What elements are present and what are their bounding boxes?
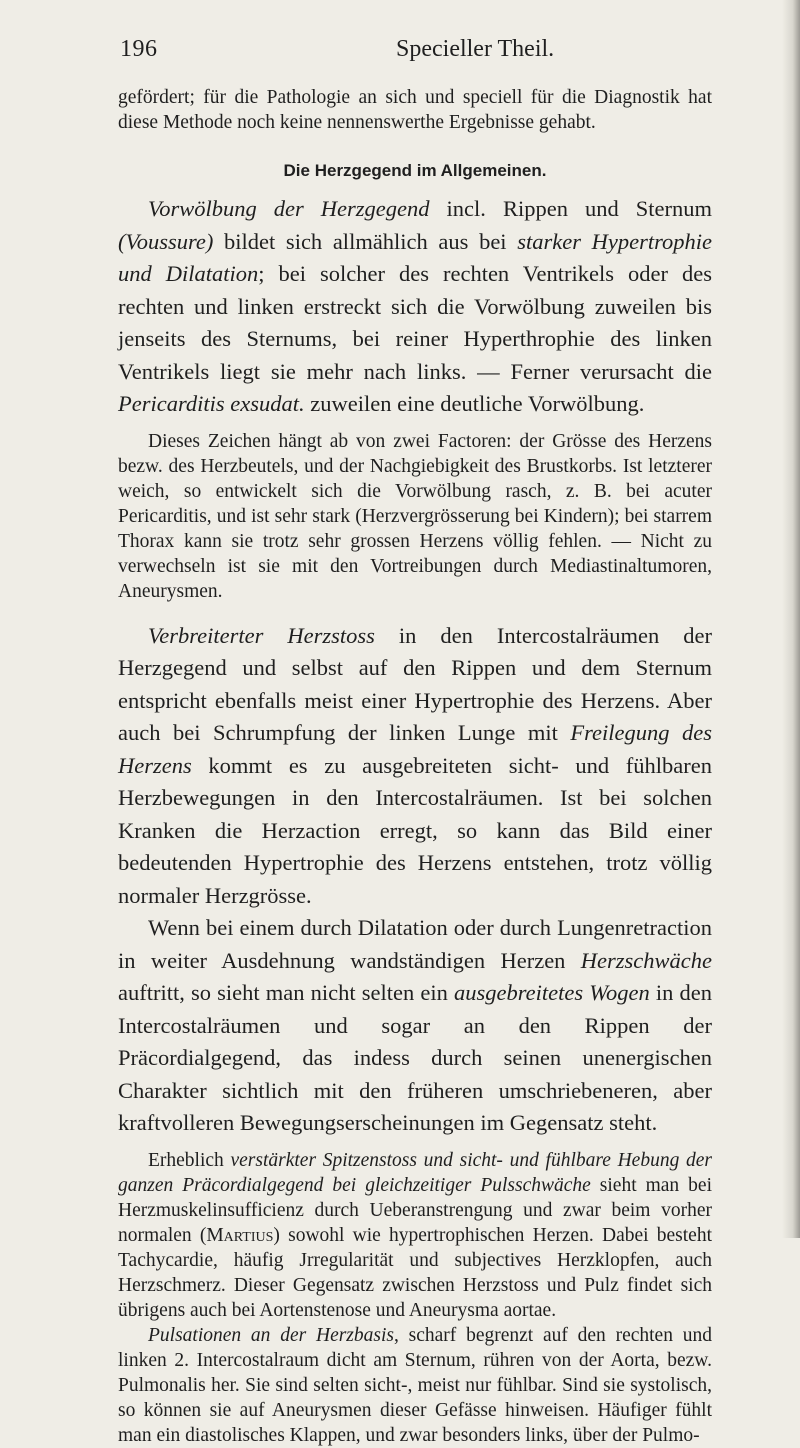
text-run: in den Intercostalräumen und sogar an den Rippen der Präcordialgegend, das indess durch seinen unenergischen Charakter sichtlich mit den früheren umschriebeneren, aber kraftvolleren Bewegungserscheinungen im Gegensatz steht. — [118, 980, 712, 1135]
emphasis: Pulsationen an der Herzbasis — [148, 1324, 394, 1346]
emphasis: ausgebreitetes Wogen — [454, 980, 650, 1005]
paragraph-continuation: gefördert; für die Pathologie an sich und speciell für die Diagnostik hat diese Methode noch keine nennenswerthe Ergebnisse gehabt. — [118, 87, 712, 133]
text-run: bildet sich allmählich aus bei — [213, 228, 518, 254]
paragraph-herzbasis — [118, 1323, 712, 1448]
text-run: auftritt, so sieht man nicht selten ein — [118, 980, 455, 1005]
emphasis: Vorwölbung der Herzgegend — [148, 196, 430, 221]
section-heading: Die Herzgegend im Allgemeinen. — [283, 161, 547, 180]
running-head: Specieller Theil. — [396, 36, 555, 62]
emphasis: Freilegung des Herzens — [118, 720, 712, 778]
text-run: ; bei solcher des rechten Ventrikels oder des rechten und linken erstreckt sich die Vorwölbung zuweilen bis jenseits des Sternums, bei reiner Hyperthrophie des linken Ventrikels liegt sie mehr nach links. — Ferner verursacht die — [118, 261, 712, 384]
text-run: , scharf begrenzt auf den rechten und linken 2. Intercostalraum dicht am Sternum, rühren von der Aorta, bezw. Pulmonalis her. Sie sind selten sicht-, meist nur fühlbar. Sind sie systolisch, so können sie auf Aneurysmen dieser Gefässe hinweisen. Häufiger fühlt man ein diastolisches Klappen, und zwar besonders links, über der Pulmo- — [118, 1324, 712, 1446]
paragraph-herzstoss — [118, 620, 712, 913]
emphasis: Pericarditis exsudat. — [118, 391, 305, 416]
emphasis: Verbreiterter Herzstoss — [148, 622, 375, 648]
text-run: Erheblich — [148, 1149, 231, 1171]
page-edge-shadow — [782, 0, 800, 1238]
page-body — [118, 85, 712, 1448]
paragraph-factoren: Dieses Zeichen hängt ab von zwei Factoren: der Grösse des Herzens bezw. des Herzbeutels, und der Nachgiebigkeit des Brustkorbs. Ist letzterer weich, so entwickelt sich die Vorwölbung rasch, z. B. bei acuter Pericarditis, und ist sehr stark (Herzvergrösserung bei Kindern); bei starrem Thorax kann sie trotz sehr grossen Herzens völlig fehlen. — Nicht zu verwechseln ist sie mit den Vortreibungen durch Mediastinaltumoren, Aneurysmen. — [118, 430, 712, 602]
paragraph-vorwoelbung — [118, 193, 712, 421]
emphasis: Herzschwäche — [580, 947, 712, 973]
author-name: Martius — [206, 1224, 274, 1246]
text-run: sieht man bei Herzmuskelinsufficienz durch Ueberanstrengung und zwar beim vorher normalen ( — [118, 1174, 712, 1246]
paragraph-herzschwaeche — [118, 912, 712, 1140]
text-run: in den Intercostalräumen der Herzgegend und selbst auf den Rippen und dem Sternum entspricht ebenfalls meist einer Hypertrophie des Herzens. Aber auch bei Schrumpfung der linken Lunge mit — [118, 622, 712, 745]
emphasis: starker Hypertrophie und Dilatation — [118, 228, 712, 286]
page-header — [100, 36, 700, 68]
text-run: incl. Rippen und Sternum — [429, 196, 712, 221]
text-run: zuweilen eine deutliche Vorwölbung. — [304, 391, 645, 416]
emphasis: (Voussure) — [118, 228, 214, 254]
text-run: ) sowohl wie hypertrophischen Herzen. Dabei besteht Tachycardie, häufig Jrregularität und subjectives Herzklopfen, auch Herzschmerz. Dieser Gegensatz zwischen Herzstoss und Pulz findet sich übrigens auch bei Aortenstenose und Aneurysma aortae. — [118, 1224, 712, 1321]
page-number: 196 — [120, 36, 158, 62]
text-run: Wenn bei einem durch Dilatation oder durch Lungenretraction in weiter Ausdehnung wandständigen Herzen — [118, 915, 712, 973]
emphasis: verstärkter Spitzenstoss und sicht- und fühlbare Hebung der ganzen Präcordialgegend bei gleichzeitiger Pulsschwäche — [118, 1149, 712, 1196]
paragraph-spitzenstoss — [118, 1148, 712, 1323]
text-run: kommt es zu ausgebreiteten sicht- und fühlbaren Herzbewegungen in den Intercostalräumen. Ist bei solchen Kranken die Herzaction erregt, so kann das Bild einer bedeutenden Hypertrophie des Herzens entstehen, trotz völlig normaler Herzgrösse. — [118, 752, 712, 908]
